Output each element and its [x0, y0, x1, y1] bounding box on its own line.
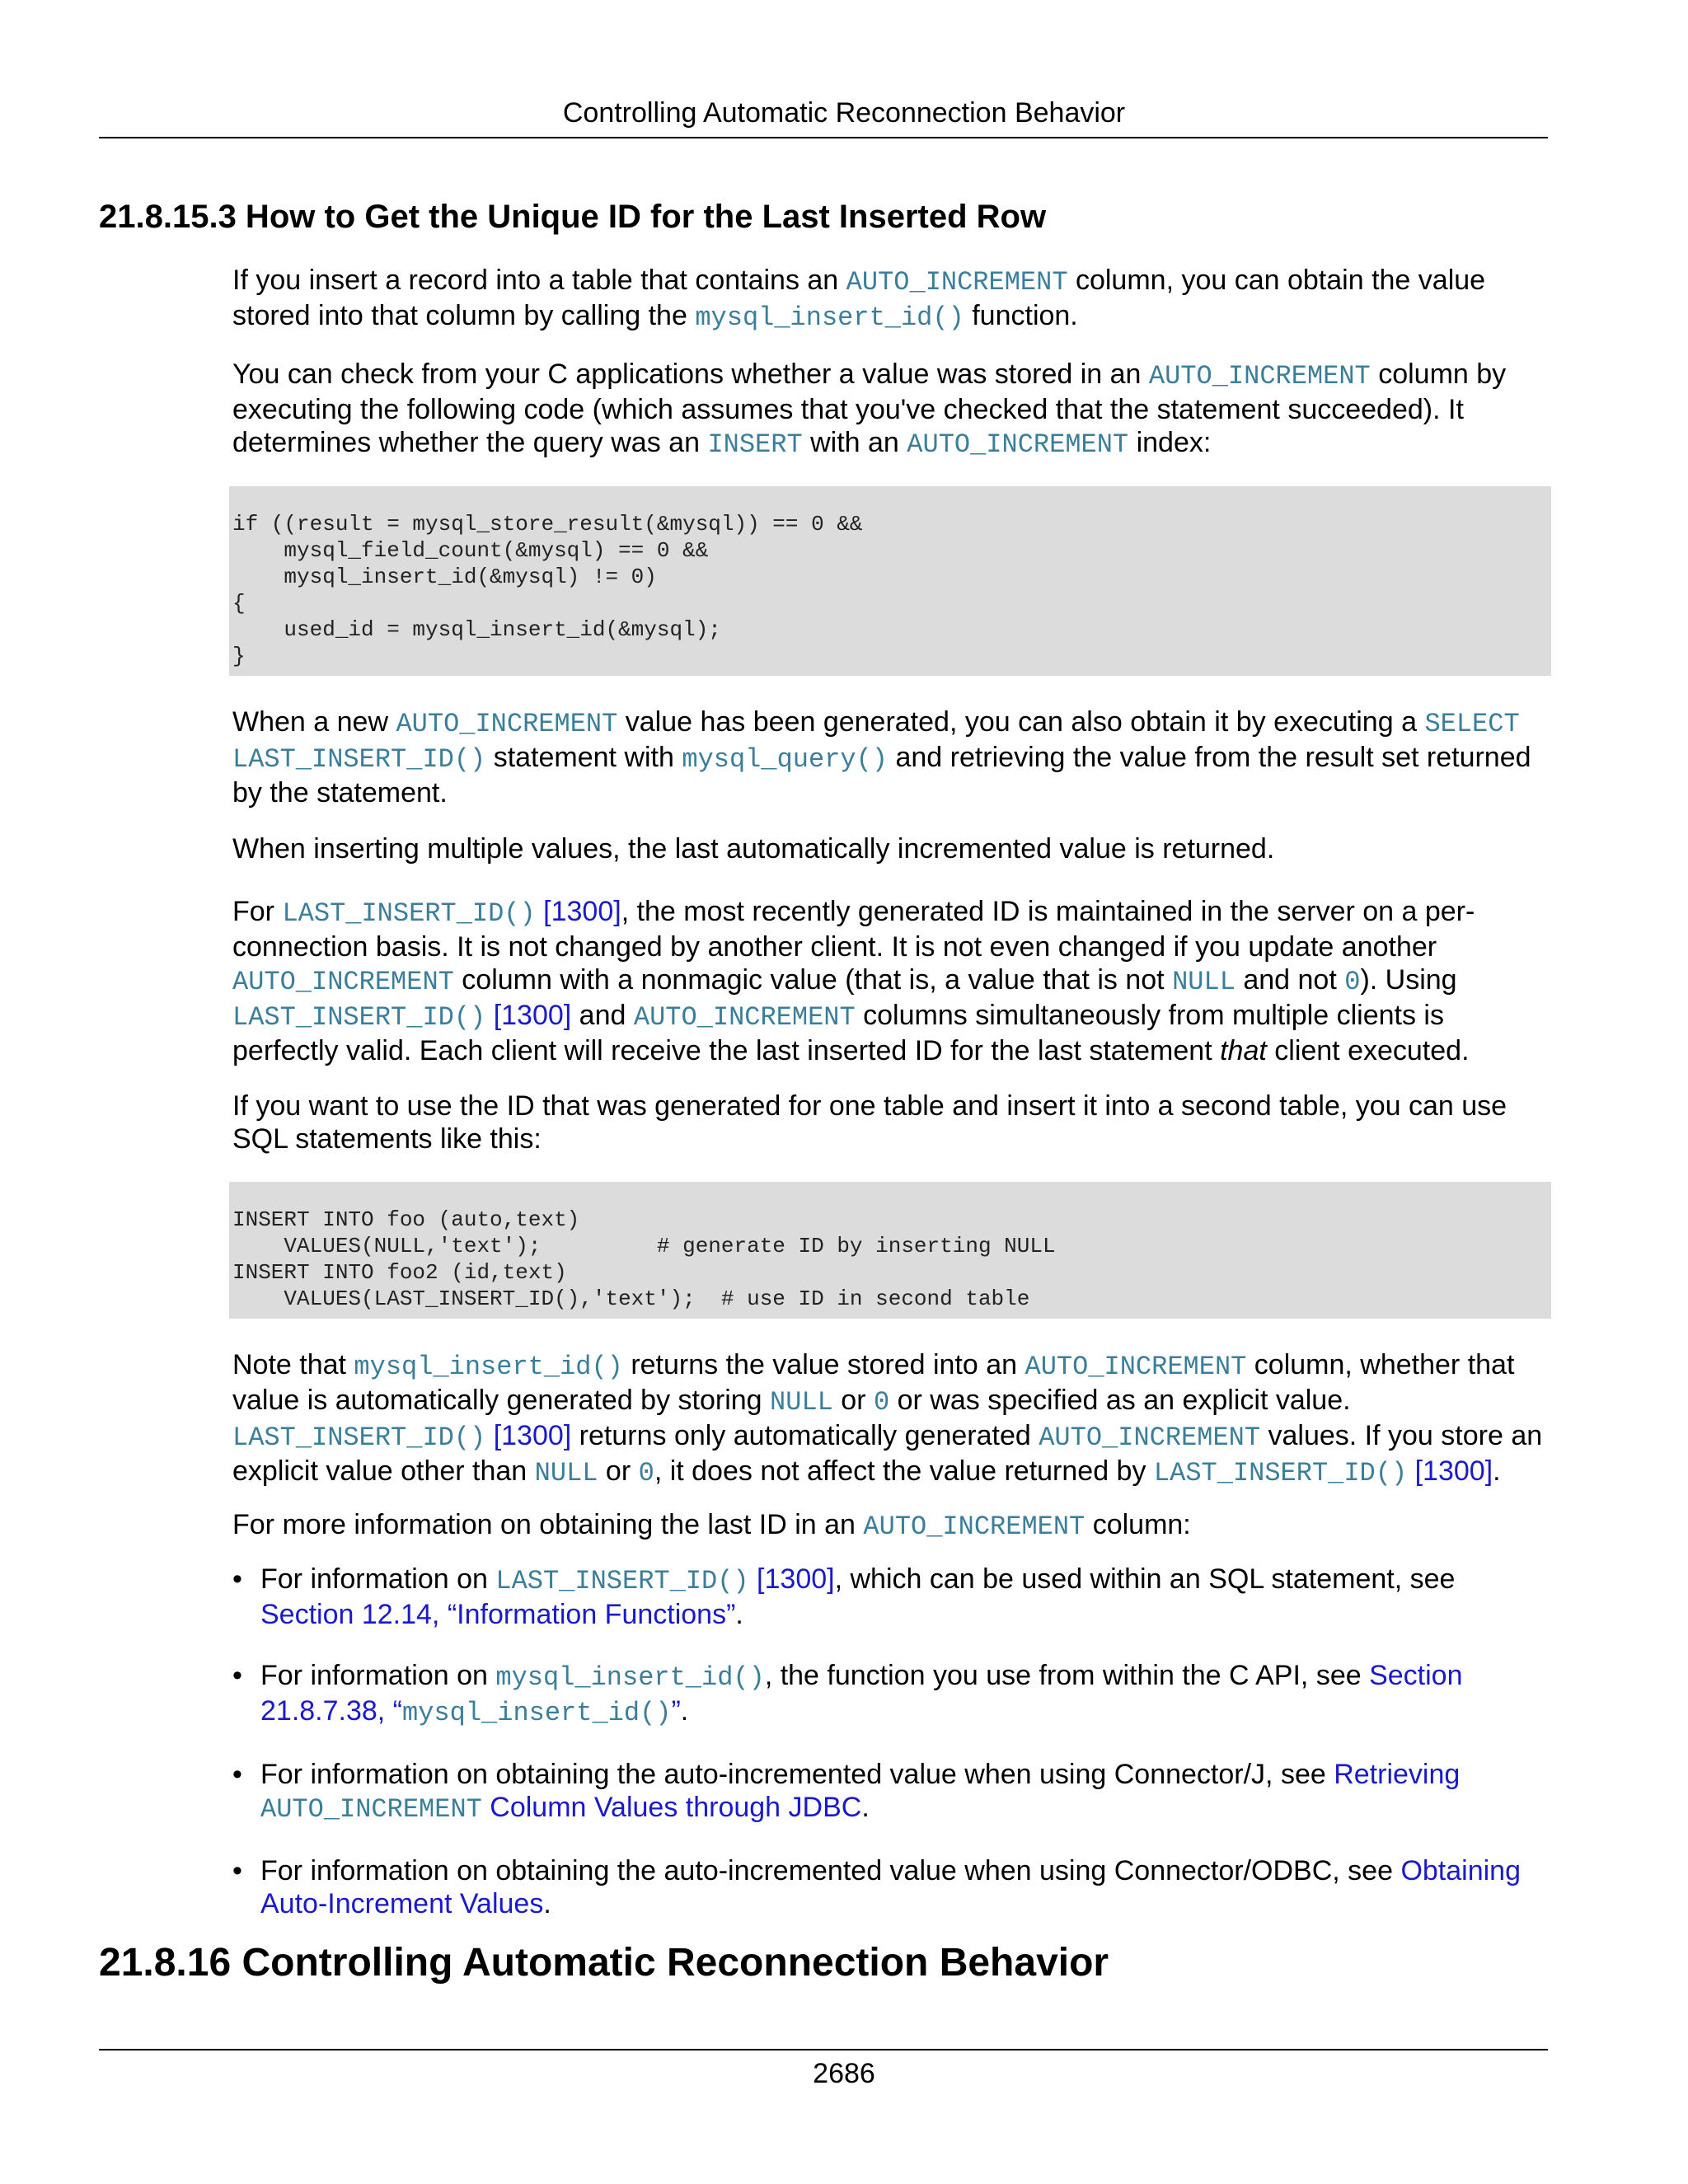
list-item: • For information on LAST_INSERT_ID() [1300], which can be used within an SQL statement, see Section 12.14, “Information Functions”. — [232, 1563, 1551, 1631]
ref-link-1300[interactable]: [1300] — [535, 896, 621, 927]
paragraph-4: When inserting multiple values, the last automatically incremented value is returned. — [232, 833, 1275, 865]
paragraph-3: When a new AUTO_INCREMENT value has been generated, you can also obtain it by executing a SELECT LAST_INSERT_ID() statement with mysql_query() and retrieving the value from the result set returned by the statement. — [232, 706, 1531, 808]
footer-rule — [99, 2049, 1548, 2050]
link-retrieving-auto-increment-jdbc[interactable]: Retrieving AUTO_INCREMENT Column Values through JDBC — [260, 1759, 1461, 1825]
info-bullet-list — [232, 1563, 1551, 1948]
link-section-mysql-insert-id[interactable]: Section 21.8.7.38, “mysql_insert_id()” — [260, 1660, 1463, 1728]
paragraph-1: If you insert a record into a table that contains an AUTO_INCREMENT column, you can obtain the value stored into that column by calling the mysql_insert_id() function. — [232, 265, 1486, 333]
paragraph-5: For LAST_INSERT_ID() [1300], the most recently generated ID is maintained in the server on a per-connection basis. It is not changed by another client. It is not even changed if you update another AUTO_INCREMENT column with a nonmagic value (that is, a value that is not NULL and not 0). Using LAST_INSERT_ID() [1300] and AUTO_INCREMENT columns simultaneously from multiple clients is perfectly valid. Each client will receive the last inserted ID for the last statement that client executed. — [232, 896, 1475, 1066]
link-obtaining-auto-increment-values[interactable]: Obtaining Auto-Increment Values — [260, 1855, 1521, 1919]
link-information-functions[interactable]: Section 12.14, “Information Functions” — [260, 1599, 736, 1630]
code-block-sql: INSERT INTO foo (auto,text) VALUES(NULL,'text'); # generate ID by inserting NULL INSERT INTO foo2 (id,text) VALUES(LAST_INSERT_ID(),'text'); # use ID in second table — [229, 1182, 1551, 1319]
running-header: Controlling Automatic Reconnection Behavior — [562, 97, 1126, 129]
ref-link-1300[interactable]: [1300] — [748, 1563, 835, 1595]
list-item: • For information on obtaining the auto-incremented value when using Connector/ODBC, see Obtaining Auto-Increment Values. — [232, 1854, 1551, 1920]
ref-link-1300[interactable]: [1300] — [1407, 1455, 1493, 1487]
section-heading: 21.8.15.3 How to Get the Unique ID for the Last Inserted Row — [99, 199, 1047, 235]
header-rule — [99, 137, 1548, 138]
paragraph-7: Note that mysql_insert_id() returns the value stored into an AUTO_INCREMENT column, whether that value is automatically generated by storing NULL or 0 or was specified as an explicit value. LAST_INSERT_ID() [1300] returns only automatically generated AUTO_INCREMENT values. If you store an explicit value other than NULL or 0, it does not affect the value returned by LAST_INSERT_ID() [1300]. — [232, 1349, 1543, 1488]
ref-link-1300[interactable]: [1300] — [485, 1420, 572, 1451]
paragraph-6: If you want to use the ID that was generated for one table and insert it into a second table, you can use SQL statements like this: — [232, 1090, 1507, 1155]
code-block-c: if ((result = mysql_store_result(&mysql)) == 0 && mysql_field_count(&mysql) == 0 && mysql_insert_id(&mysql) != 0) { used_id = mysql_insert_id(&mysql); } — [229, 486, 1551, 676]
list-item: • For information on mysql_insert_id(), the function you use from within the C API, see Section 21.8.7.38, “mysql_insert_id()”. — [232, 1659, 1551, 1730]
paragraph-2: You can check from your C applications whether a value was stored in an AUTO_INCREMENT column by executing the following code (which assumes that you've checked that the statement succeeded). It determines whether the query was an INSERT with an AUTO_INCREMENT index: — [232, 359, 1507, 460]
paragraph-8: For more information on obtaining the last ID in an AUTO_INCREMENT column: — [232, 1509, 1191, 1542]
list-item: • For information on obtaining the auto-incremented value when using Connector/J, see Retrieving AUTO_INCREMENT Column Values through JDBC. — [232, 1758, 1551, 1826]
code-mysql-insert-id: mysql_insert_id() — [695, 302, 964, 333]
next-section-heading: 21.8.16 Controlling Automatic Reconnection Behavior — [99, 1941, 1109, 1985]
ref-link-1300[interactable]: [1300] — [485, 1000, 572, 1031]
page-number: 2686 — [813, 2058, 875, 2089]
code-auto-increment: AUTO_INCREMENT — [846, 267, 1068, 298]
